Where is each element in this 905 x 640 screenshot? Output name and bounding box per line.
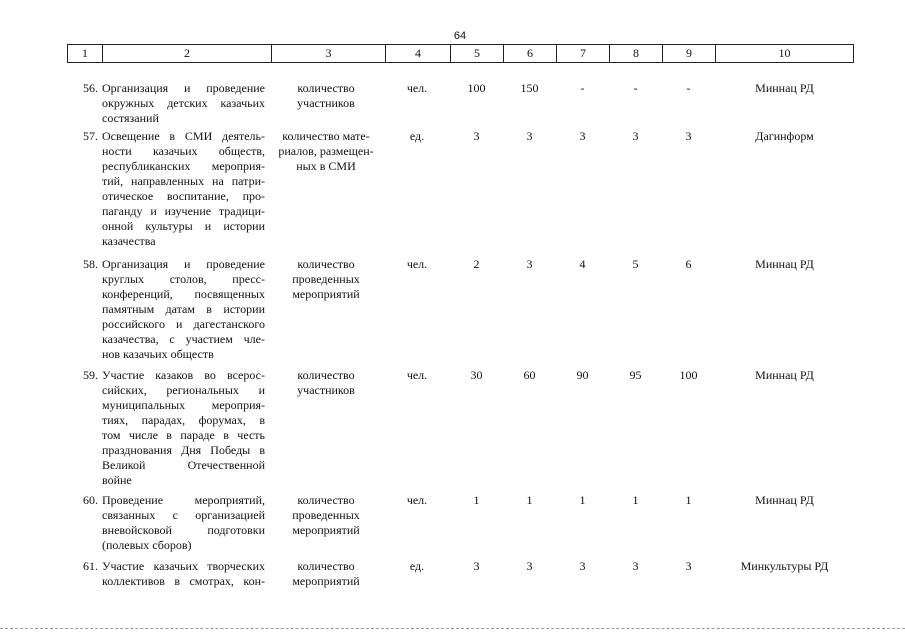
row-value-col8: 3 bbox=[632, 129, 639, 143]
header-col-1: 1 bbox=[67, 45, 102, 62]
row-measure: ед. bbox=[409, 129, 425, 143]
row-value-col6: 3 bbox=[526, 559, 533, 573]
row-value-col7: 3 bbox=[579, 129, 586, 143]
row-value-col8: - bbox=[633, 81, 638, 95]
header-col-10: 10 bbox=[715, 45, 854, 62]
row-executor: Минкультуры РД bbox=[740, 559, 829, 573]
row-value-col6: 3 bbox=[526, 129, 533, 143]
row-value-col9: 3 bbox=[685, 559, 692, 573]
row-value-col7: - bbox=[580, 81, 585, 95]
row-value-col5: 2 bbox=[473, 257, 480, 271]
row-measure: ед. bbox=[409, 559, 425, 573]
row-number: 56. bbox=[83, 81, 98, 95]
header-col-3: 3 bbox=[271, 45, 385, 62]
row-executor: Миннац РД bbox=[755, 493, 814, 507]
row-value-col8: 3 bbox=[632, 559, 639, 573]
header-col-4: 4 bbox=[385, 45, 450, 62]
row-value-col6: 3 bbox=[526, 257, 533, 271]
row-value-col5: 1 bbox=[473, 493, 480, 507]
row-activity: Организация и проведение окружных детских казачьих состязаний bbox=[102, 81, 265, 125]
row-number: 61. bbox=[83, 559, 98, 573]
header-col-7: 7 bbox=[556, 45, 609, 62]
row-activity: Проведение мероприятий, связанных с организацией вневойсковой подготовки (полевых сборов) bbox=[102, 493, 265, 552]
row-value-col6: 60 bbox=[523, 368, 536, 382]
row-value-col6: 150 bbox=[520, 81, 539, 95]
row-number: 59. bbox=[83, 368, 98, 382]
row-value-col6: 1 bbox=[526, 493, 533, 507]
row-number: 57. bbox=[83, 129, 98, 143]
row-value-col7: 3 bbox=[579, 559, 586, 573]
row-value-col8: 5 bbox=[632, 257, 639, 271]
scan-edge-line bbox=[0, 628, 905, 629]
row-executor: Миннац РД bbox=[755, 81, 814, 95]
row-value-col5: 3 bbox=[473, 129, 480, 143]
row-indicator: количество участников bbox=[297, 368, 355, 397]
row-number: 58. bbox=[83, 257, 98, 271]
row-executor: Миннац РД bbox=[755, 257, 814, 271]
row-value-col7: 1 bbox=[579, 493, 586, 507]
row-value-col8: 1 bbox=[632, 493, 639, 507]
header-col-2: 2 bbox=[102, 45, 271, 62]
row-indicator: количество мероприятий bbox=[292, 559, 360, 588]
row-indicator: количество мате- риалов, размещен- ных в СМИ bbox=[278, 129, 374, 173]
table-header bbox=[67, 44, 854, 63]
header-col-5: 5 bbox=[450, 45, 503, 62]
row-value-col5: 3 bbox=[473, 559, 480, 573]
row-indicator: количество проведенных мероприятий bbox=[292, 493, 360, 537]
row-number: 60. bbox=[83, 493, 98, 507]
row-measure: чел. bbox=[406, 493, 428, 507]
row-measure: чел. bbox=[406, 81, 428, 95]
row-value-col9: 100 bbox=[679, 368, 698, 382]
row-value-col9: 1 bbox=[685, 493, 692, 507]
row-value-col9: 3 bbox=[685, 129, 692, 143]
row-value-col7: 90 bbox=[576, 368, 589, 382]
page-number: 64 bbox=[453, 30, 467, 42]
row-activity: Участие казачьих творческих коллективов в смотрах, кон- bbox=[102, 559, 265, 588]
row-executor: Миннац РД bbox=[755, 368, 814, 382]
row-value-col9: 6 bbox=[685, 257, 692, 271]
row-value-col5: 30 bbox=[470, 368, 483, 382]
header-col-9: 9 bbox=[662, 45, 715, 62]
row-activity: Участие казаков во всерос- сийских, региональных и муниципальных мероприя- тиях, парадах, форумах, в том числе в параде в честь празднования Дня Победы в Великой Отечественной войне bbox=[102, 368, 265, 487]
row-indicator: количество проведенных мероприятий bbox=[292, 257, 360, 301]
row-value-col7: 4 bbox=[579, 257, 586, 271]
row-activity: Организация и проведение круглых столов, пресс- конференций, посвященных памятным датам в истории российского и дагестанского казачества, с участием чле- нов казачьих обществ bbox=[102, 257, 265, 361]
row-activity: Освещение в СМИ деятель- ности казачьих обществ, республиканских мероприя- тий, направленных на патри- отическое воспитание, про- паганду и изучение традици- онной культуры и истории казачества bbox=[102, 129, 265, 248]
row-measure: чел. bbox=[406, 368, 428, 382]
header-col-8: 8 bbox=[609, 45, 662, 62]
row-executor: Дагинформ bbox=[755, 129, 814, 143]
row-value-col9: - bbox=[686, 81, 691, 95]
row-indicator: количество участников bbox=[297, 81, 355, 110]
row-value-col8: 95 bbox=[629, 368, 642, 382]
row-measure: чел. bbox=[406, 257, 428, 271]
header-col-6: 6 bbox=[503, 45, 556, 62]
row-value-col5: 100 bbox=[467, 81, 486, 95]
